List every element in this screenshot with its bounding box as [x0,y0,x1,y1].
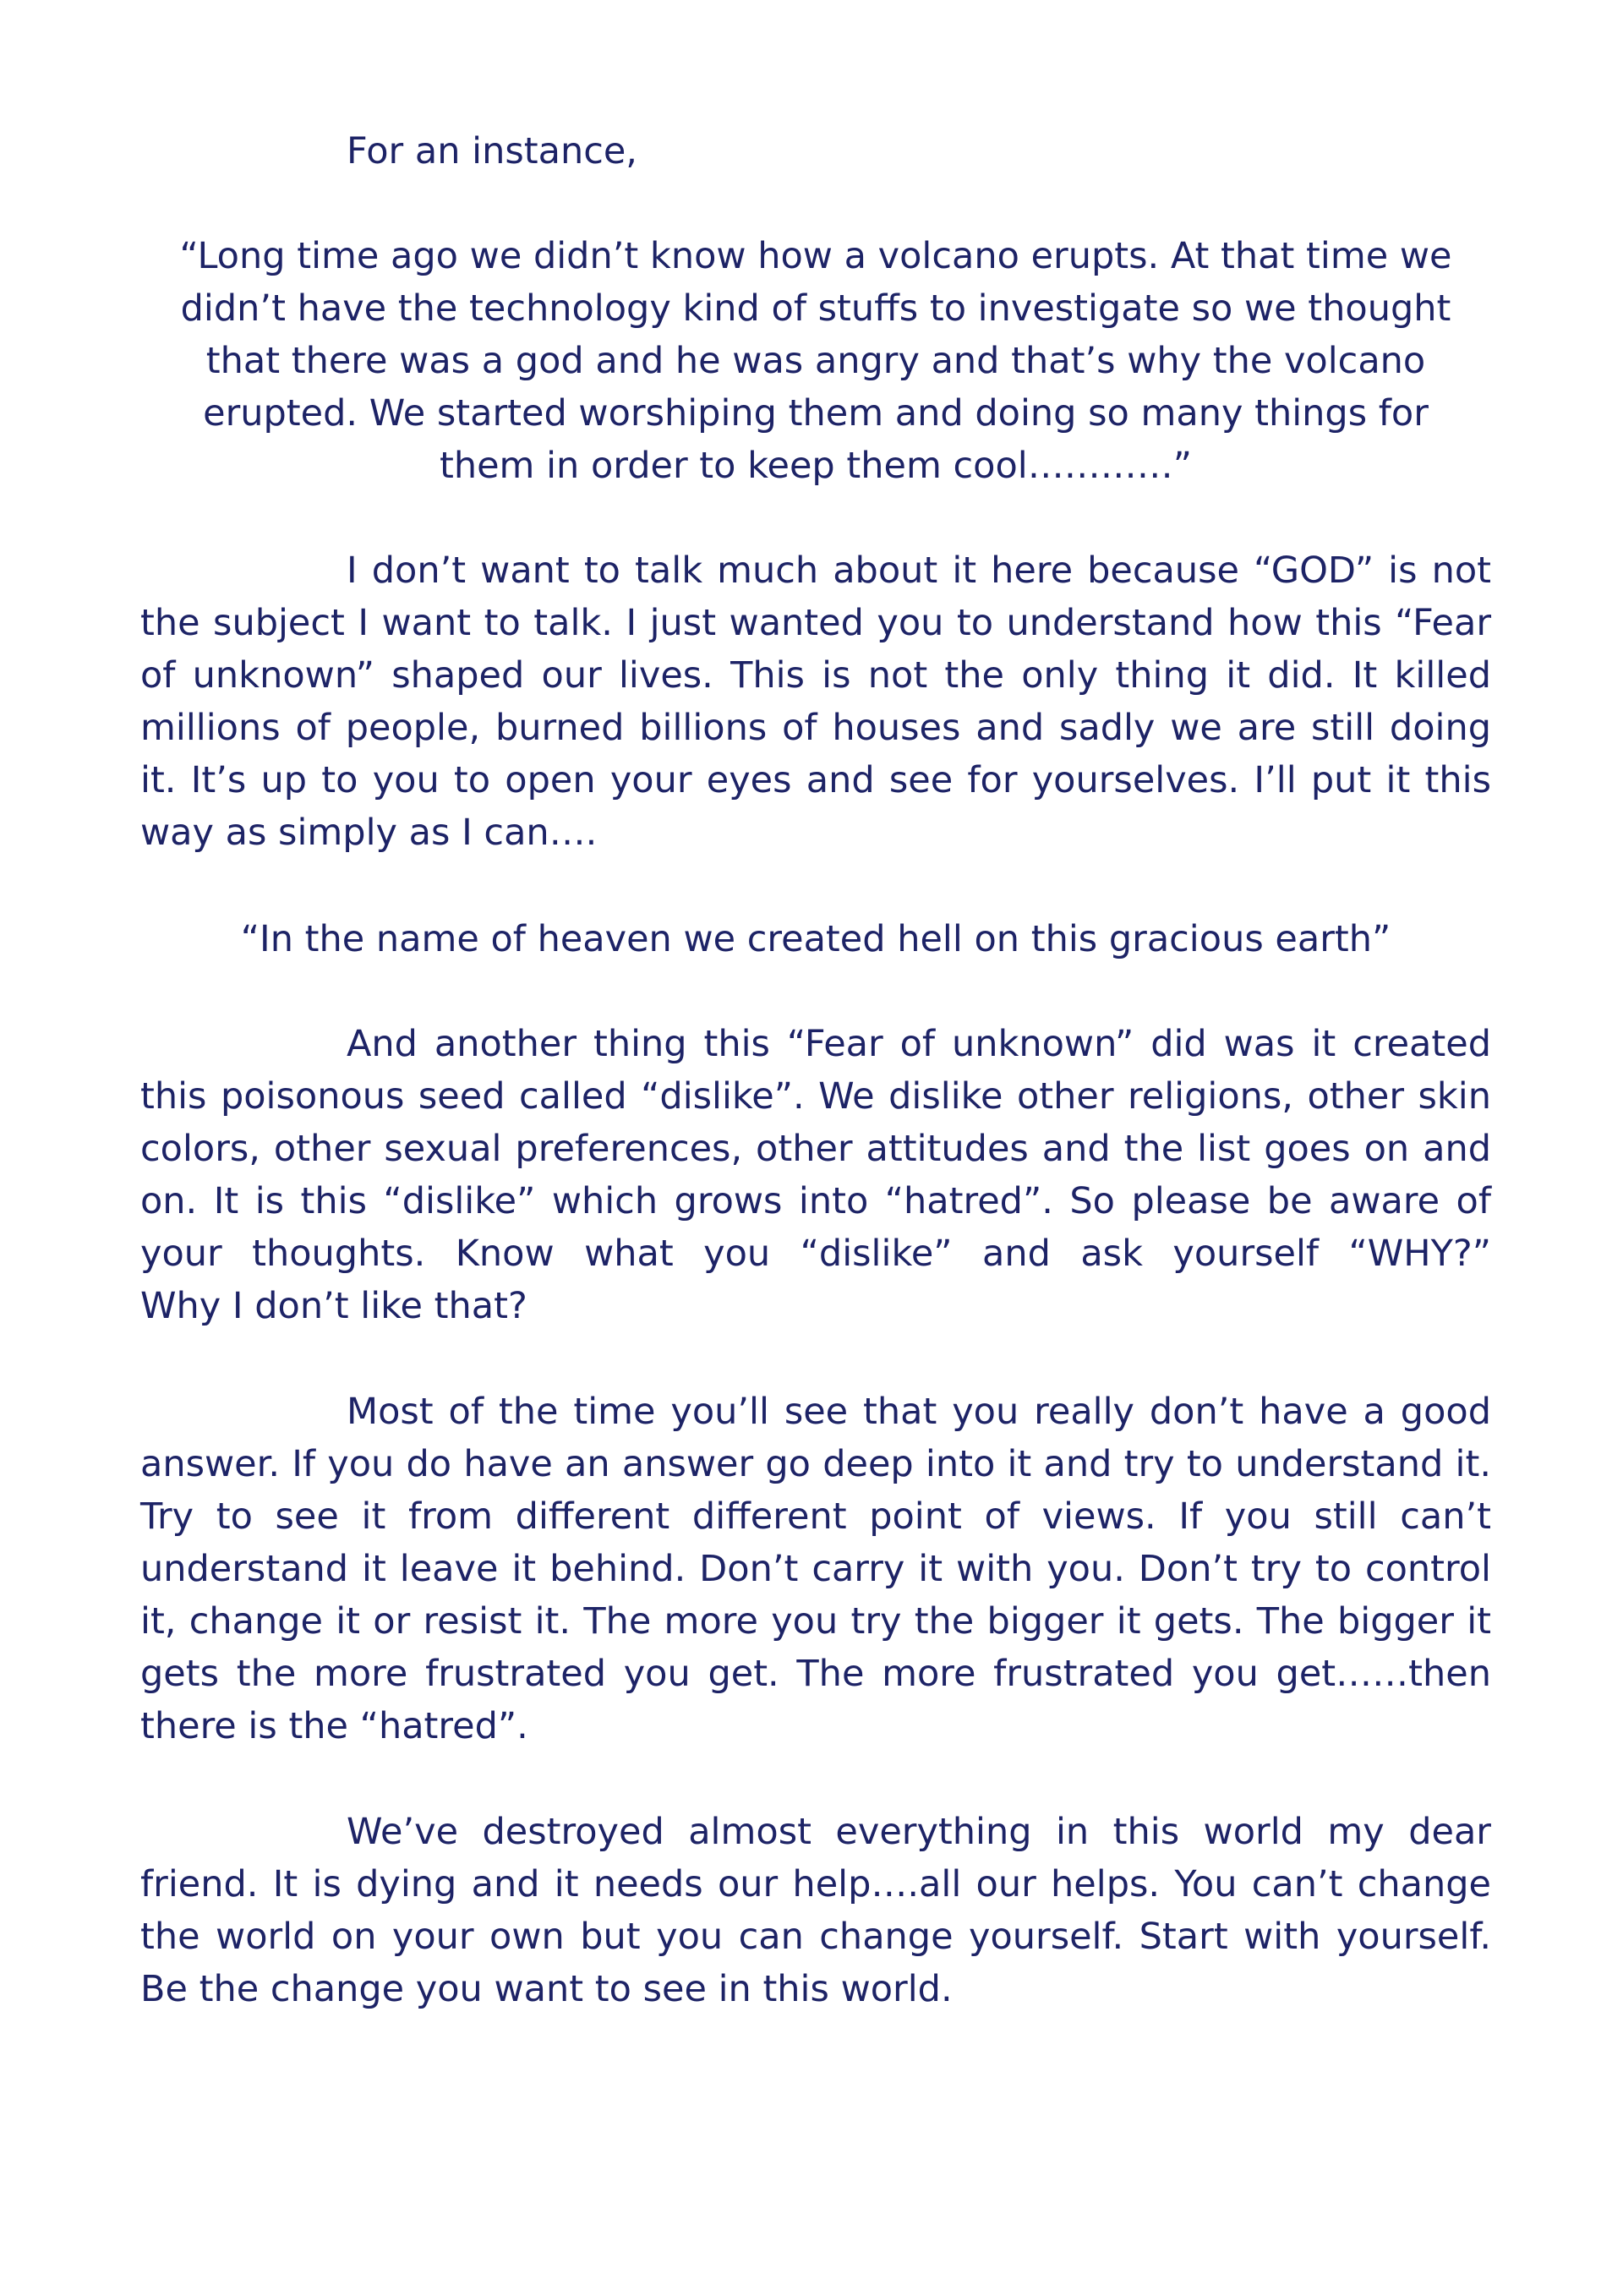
intro-line [347,125,637,178]
quote-line: didn’t have the technology kind of stuffs to investigate so we thought [180,287,1451,330]
quote-line: erupted. We started worshiping them and doing so many things for [203,392,1429,435]
paragraph-line: the world on your own but you can change yourself. Start with yourself. [140,1916,1491,1958]
quote-line: them in order to keep them cool…………” [439,445,1192,487]
paragraph-line: We’ve destroyed almost everything in this world my dear [347,1811,1491,1853]
paragraph-line: your thoughts. Know what you “dislike” and ask yourself “WHY?” [140,1233,1491,1275]
paragraph-line: there is the “hatred”. [140,1705,528,1747]
quote-line: “Long time ago we didn’t know how a volcano erupts. At that time we [179,235,1452,277]
paragraph-line: friend. It is dying and it needs our help….all our helps. You can’t change [140,1863,1491,1905]
paragraph-line: it. It’s up to you to open your eyes and see for yourselves. I’ll put it this [140,759,1491,801]
paragraph-god [140,544,1491,859]
paragraph-line: Try to see it from different different point of views. If you still can’t [140,1495,1491,1538]
heaven-quote [140,913,1491,965]
paragraph-change [140,1806,1491,2015]
paragraph-line: answer. If you do have an answer go deep into it and try to understand it. [140,1443,1491,1485]
paragraph-line: I don’t want to talk much about it here because “GOD” is not [347,549,1491,592]
paragraph-line: this poisonous seed called “dislike”. We dislike other religions, other skin [140,1075,1491,1118]
paragraph-line: Most of the time you’ll see that you really don’t have a good [347,1391,1491,1433]
quote-line: that there was a god and he was angry and that’s why the volcano [205,340,1426,382]
paragraph-line: on. It is this “dislike” which grows into “hatred”. So please be aware of [140,1180,1491,1222]
paragraph-dislike [140,1018,1491,1332]
paragraph-line: of unknown” shaped our lives. This is not the only thing it did. It killed [140,654,1491,697]
volcano-quote [140,230,1491,492]
paragraph-line: And another thing this “Fear of unknown” did was it created [347,1023,1491,1065]
paragraph-line: way as simply as I can…. [140,812,598,854]
paragraph-line: understand it leave it behind. Don’t carry it with you. Don’t try to control [140,1548,1491,1590]
paragraph-line: colors, other sexual preferences, other attitudes and the list goes on and [140,1128,1491,1170]
paragraph-line: the subject I want to talk. I just wanted you to understand how this “Fear [140,602,1491,644]
quote-text: “In the name of heaven we created hell on this gracious earth” [240,918,1391,960]
paragraph-line: Why I don’t like that? [140,1285,527,1327]
paragraph-line: Be the change you want to see in this world. [140,1968,953,2010]
paragraph-line: it, change it or resist it. The more you try the bigger it gets. The bigger it [140,1600,1491,1643]
paragraph-answer [140,1386,1491,1752]
paragraph-line: millions of people, burned billions of houses and sadly we are still doing [140,707,1491,749]
paragraph-line: gets the more frustrated you get. The more frustrated you get……then [140,1653,1491,1695]
intro-text: For an instance, [347,130,637,172]
